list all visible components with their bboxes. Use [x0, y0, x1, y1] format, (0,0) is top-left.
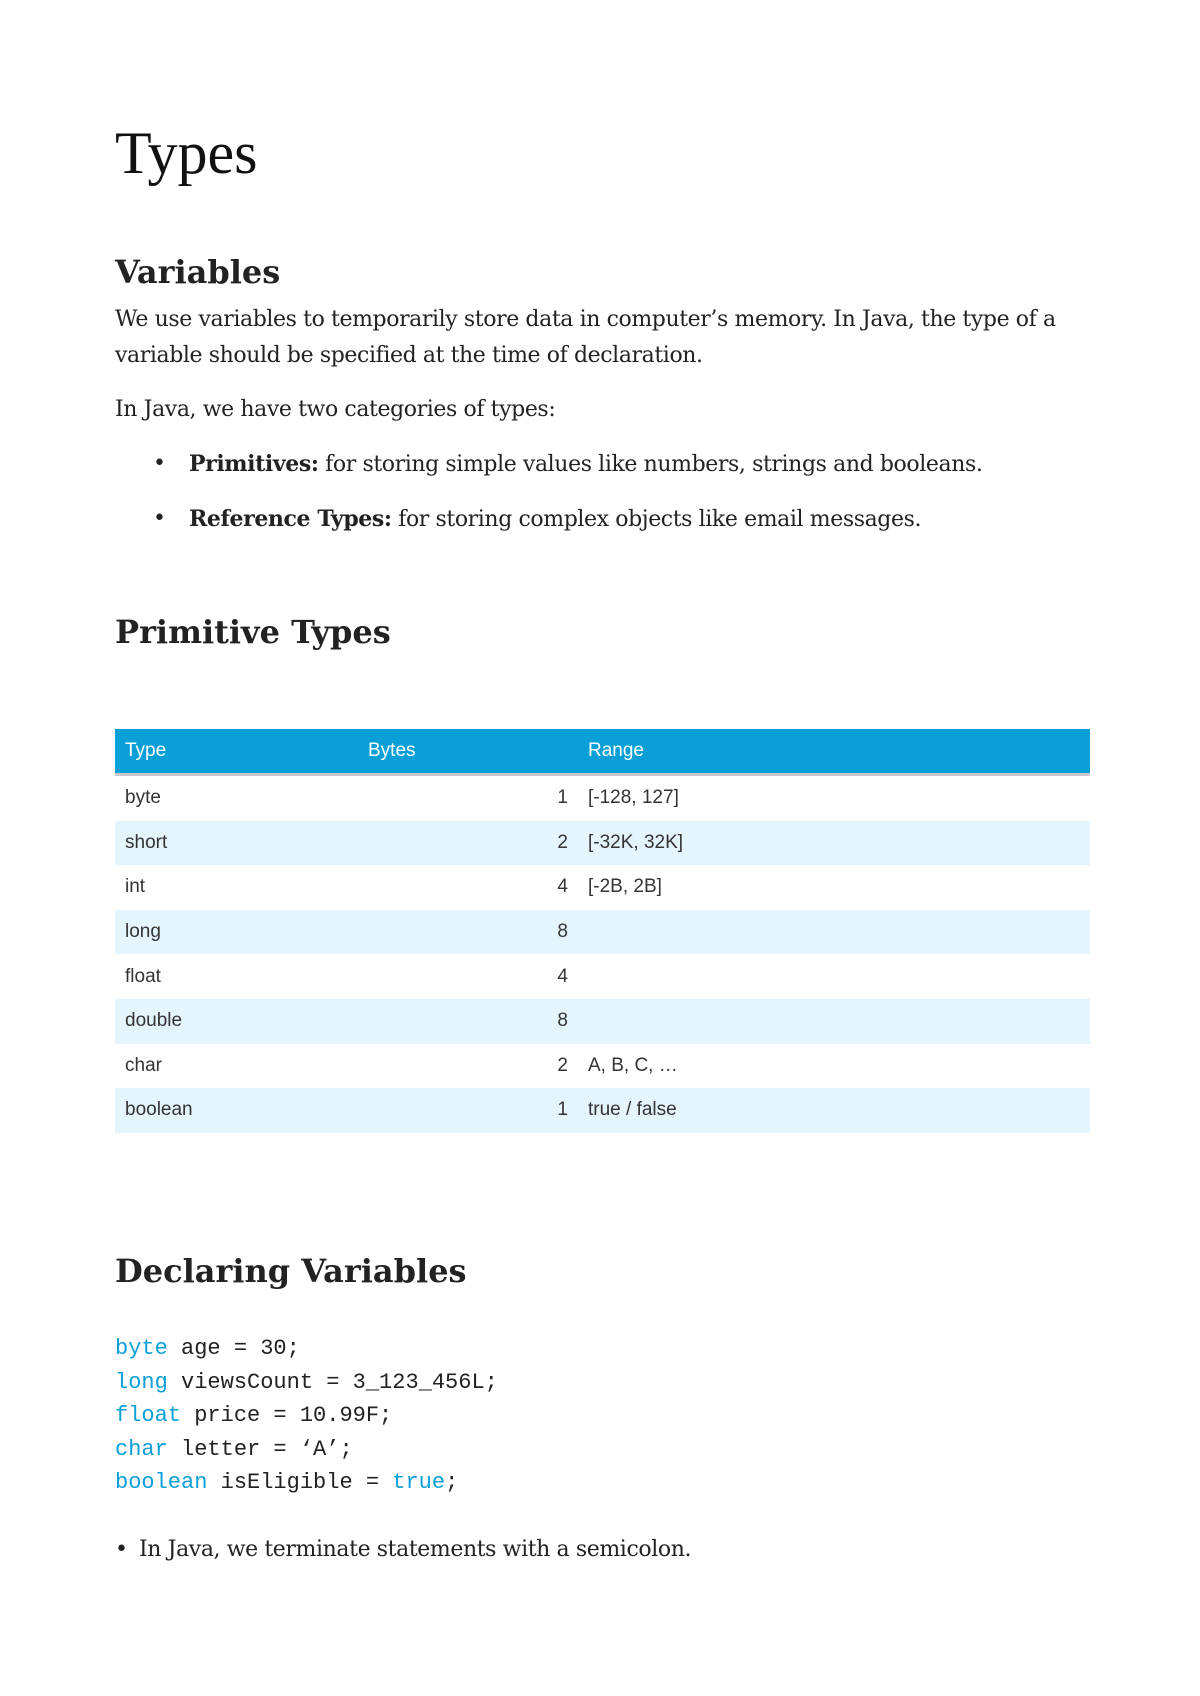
cell-bytes: 8 — [358, 910, 578, 955]
cell-type: double — [115, 999, 358, 1044]
primitive-types-heading: Primitive Types — [115, 613, 391, 651]
cell-type: byte — [125, 787, 161, 809]
table-row — [115, 1044, 1090, 1089]
code-line — [115, 1366, 498, 1400]
declaring-variables-heading: Declaring Variables — [115, 1252, 467, 1290]
column-header-range: Range — [578, 729, 1090, 775]
variables-heading: Variables — [115, 253, 281, 291]
variables-paragraph-2: In Java, we have two categories of types: — [115, 397, 556, 422]
code-keyword: byte — [115, 1336, 168, 1361]
cell-range: true / false — [578, 1088, 1090, 1133]
cell-type: char — [125, 1054, 162, 1076]
primitive-types-table — [115, 729, 1090, 1133]
table-row — [115, 821, 1090, 866]
code-block — [115, 1332, 498, 1500]
code-line — [115, 1466, 498, 1500]
code-line — [115, 1332, 498, 1366]
cell-bytes: 4 — [557, 965, 568, 987]
page-title: Types — [115, 120, 258, 186]
code-keyword: long — [115, 1369, 168, 1395]
desc-reference-types: for storing complex objects like email messages. — [391, 507, 922, 532]
variables-paragraph-1: We use variables to temporarily store data in computer’s memory. In Java, the type of a variable should be specified at the time of declaration. — [115, 307, 1056, 368]
code-text: viewsCount = 3_123_456L; — [167, 1369, 498, 1395]
cell-bytes: 4 — [557, 876, 568, 898]
table-header-row — [115, 729, 1090, 775]
cell-range: [-2B, 2B] — [588, 876, 662, 898]
table-row — [115, 865, 1090, 910]
code-text: letter = ‘A’; — [167, 1436, 353, 1462]
cell-range: A, B, C, … — [588, 1054, 678, 1076]
table-row — [115, 775, 1090, 821]
table-row — [115, 910, 1090, 955]
list-item-reference-types — [153, 501, 982, 556]
cell-bytes: 1 — [358, 1088, 578, 1133]
cell-bytes: 1 — [557, 787, 568, 809]
cell-bytes: 8 — [358, 999, 578, 1044]
desc-primitives: for storing simple values like numbers, strings and booleans. — [318, 452, 983, 477]
term-reference-types: Reference Types: — [189, 506, 392, 532]
cell-range — [578, 954, 1090, 999]
table-row — [115, 999, 1090, 1044]
cell-type: short — [115, 821, 358, 866]
cell-bytes: 2 — [557, 1054, 568, 1076]
cell-range — [578, 910, 1090, 955]
code-keyword: char — [115, 1436, 168, 1462]
code-text: isEligible = — [207, 1470, 393, 1495]
cell-type: int — [125, 876, 146, 898]
code-keyword-literal: true — [392, 1470, 446, 1495]
cell-range: [-32K, 32K] — [578, 821, 1090, 866]
cell-type: boolean — [115, 1088, 358, 1133]
code-text-tail: ; — [445, 1470, 459, 1495]
cell-range: [-128, 127] — [588, 787, 679, 809]
table-row — [115, 954, 1090, 999]
list-item-primitives — [153, 446, 982, 501]
type-categories-list — [153, 446, 982, 556]
column-header-type: Type — [115, 729, 358, 775]
table-row — [115, 1088, 1090, 1133]
cell-type: long — [115, 910, 358, 955]
column-header-bytes: Bytes — [358, 729, 578, 775]
semicolon-note — [115, 1532, 691, 1568]
code-line — [115, 1433, 498, 1467]
semicolon-note-text: In Java, we terminate statements with a semicolon. — [139, 1537, 692, 1562]
cell-range — [578, 999, 1090, 1044]
bullet-icon: • — [153, 506, 166, 531]
code-keyword: boolean — [115, 1470, 208, 1495]
bullet-icon: • — [153, 451, 166, 476]
cell-type: float — [125, 965, 161, 987]
code-keyword: float — [115, 1403, 182, 1428]
bullet-icon: • — [115, 1537, 128, 1562]
code-line — [115, 1399, 498, 1433]
code-text: age = 30; — [167, 1336, 300, 1361]
term-primitives: Primitives: — [189, 451, 319, 477]
code-text: price = 10.99F; — [181, 1403, 393, 1428]
cell-bytes: 2 — [358, 821, 578, 866]
